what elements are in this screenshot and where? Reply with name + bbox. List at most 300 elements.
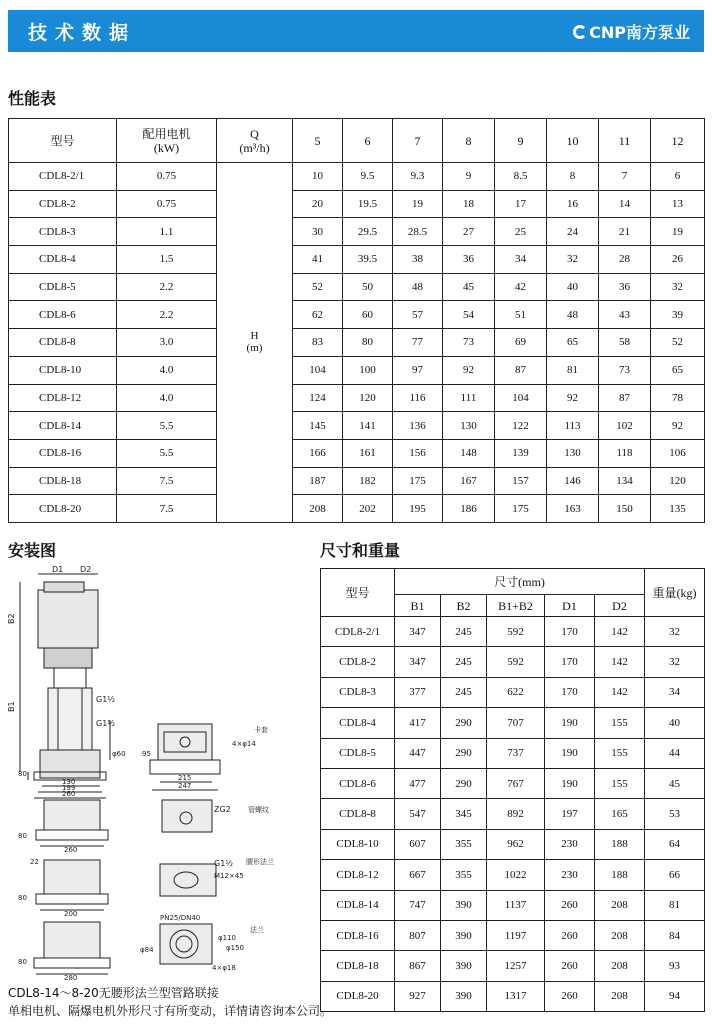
- head-cell: 17: [495, 190, 547, 218]
- label-phi110: φ110: [218, 934, 236, 942]
- dim-cell: 390: [441, 920, 487, 950]
- col-header-weight: 重量(kg): [645, 569, 705, 617]
- power-cell: 3.0: [117, 329, 217, 357]
- sub-col-2: B1+B2: [487, 595, 545, 617]
- head-cell: 97: [393, 356, 443, 384]
- label-card: 卡套: [254, 726, 268, 734]
- head-cell: 124: [293, 384, 343, 412]
- label-80d: 80: [18, 958, 27, 966]
- dim-cell: 477: [395, 768, 441, 798]
- dim-cell: 290: [441, 738, 487, 768]
- model-cell: CDL8-18: [321, 951, 395, 981]
- dim-cell: 1022: [487, 860, 545, 890]
- table-row: [321, 890, 705, 920]
- q-value-2: 7: [393, 119, 443, 163]
- dim-cell: 260: [545, 920, 595, 950]
- head-cell: 81: [547, 356, 599, 384]
- head-cell: 186: [443, 495, 495, 523]
- head-cell: 52: [651, 329, 705, 357]
- model-cell: CDL8-18: [9, 467, 117, 495]
- weight-cell: 53: [645, 799, 705, 829]
- dim-cell: 165: [595, 799, 645, 829]
- label-4x14: 4×φ14: [232, 740, 256, 748]
- head-cell: 14: [599, 190, 651, 218]
- q-value-5: 10: [547, 119, 599, 163]
- weight-cell: 45: [645, 768, 705, 798]
- head-cell: 187: [293, 467, 343, 495]
- head-cell: 21: [599, 218, 651, 246]
- head-cell: 36: [599, 273, 651, 301]
- label-m12: M12×45: [214, 872, 244, 880]
- dim-cell: 230: [545, 860, 595, 890]
- table-row: [321, 860, 705, 890]
- power-cell: 5.5: [117, 412, 217, 440]
- dim-cell: 622: [487, 677, 545, 707]
- power-cell: 7.5: [117, 467, 217, 495]
- power-cell: 5.5: [117, 439, 217, 467]
- head-cell: 38: [393, 246, 443, 274]
- dim-cell: 260: [545, 890, 595, 920]
- q-value-1: 6: [343, 119, 393, 163]
- model-cell: CDL8-2/1: [9, 163, 117, 191]
- model-cell: CDL8-16: [9, 439, 117, 467]
- model-cell: CDL8-5: [9, 273, 117, 301]
- table-row: [9, 273, 705, 301]
- label-phi60: φ60: [112, 750, 126, 758]
- head-cell: 16: [547, 190, 599, 218]
- model-cell: CDL8-14: [9, 412, 117, 440]
- head-cell: 163: [547, 495, 599, 523]
- dim-cell: 208: [595, 920, 645, 950]
- table-row: [9, 439, 705, 467]
- head-cell: 29.5: [343, 218, 393, 246]
- performance-table: [8, 118, 705, 523]
- dim-cell: 190: [545, 738, 595, 768]
- dim-cell: 927: [395, 981, 441, 1011]
- table-row: [321, 647, 705, 677]
- dim-cell: 592: [487, 647, 545, 677]
- header-title: 技术数据: [28, 22, 137, 44]
- head-cell: 161: [343, 439, 393, 467]
- table-row: [9, 218, 705, 246]
- dim-cell: 1317: [487, 981, 545, 1011]
- head-cell: 32: [547, 246, 599, 274]
- dim-cell: 345: [441, 799, 487, 829]
- model-cell: CDL8-2: [9, 190, 117, 218]
- table-row: [321, 951, 705, 981]
- q-value-7: 12: [651, 119, 705, 163]
- q-value-0: 5: [293, 119, 343, 163]
- model-cell: CDL8-3: [321, 677, 395, 707]
- col-header-model: 型号: [9, 119, 117, 163]
- head-cell: 135: [651, 495, 705, 523]
- dim-cell: 208: [595, 951, 645, 981]
- head-cell: 10: [293, 163, 343, 191]
- head-cell: 57: [393, 301, 443, 329]
- table-row: [9, 190, 705, 218]
- head-cell: 13: [651, 190, 705, 218]
- head-cell: 102: [599, 412, 651, 440]
- weight-cell: 32: [645, 647, 705, 677]
- head-cell: 40: [547, 273, 599, 301]
- weight-cell: 44: [645, 738, 705, 768]
- dim-cell: 190: [545, 768, 595, 798]
- head-cell: 208: [293, 495, 343, 523]
- sub-col-0: B1: [395, 595, 441, 617]
- weight-cell: 64: [645, 829, 705, 859]
- model-cell: CDL8-6: [321, 768, 395, 798]
- power-cell: 1.1: [117, 218, 217, 246]
- head-cell: 43: [599, 301, 651, 329]
- head-cell: 27: [443, 218, 495, 246]
- head-cell: 136: [393, 412, 443, 440]
- dim-cell: 607: [395, 829, 441, 859]
- dim-cell: 290: [441, 708, 487, 738]
- pump-side-view: [20, 574, 110, 798]
- head-cell: 26: [651, 246, 705, 274]
- head-cell: 19: [651, 218, 705, 246]
- label-pn: PN25/DN40: [160, 914, 201, 922]
- head-cell: 120: [651, 467, 705, 495]
- table-row: [321, 617, 705, 647]
- head-cell: 78: [651, 384, 705, 412]
- model-cell: CDL8-20: [321, 981, 395, 1011]
- q-value-6: 11: [599, 119, 651, 163]
- col-header-q: Q (m³/h): [217, 119, 293, 163]
- head-cell: 130: [443, 412, 495, 440]
- model-cell: CDL8-8: [9, 329, 117, 357]
- head-cell: 118: [599, 439, 651, 467]
- dim-cell: 1137: [487, 890, 545, 920]
- model-cell: CDL8-14: [321, 890, 395, 920]
- weight-cell: 32: [645, 617, 705, 647]
- weight-cell: 84: [645, 920, 705, 950]
- head-cell: 106: [651, 439, 705, 467]
- head-cell: 157: [495, 467, 547, 495]
- label-g2: G1½: [96, 719, 116, 728]
- head-cell: 139: [495, 439, 547, 467]
- dim-cell: 245: [441, 677, 487, 707]
- dim-cell: 347: [395, 617, 441, 647]
- label-280: 280: [64, 974, 78, 982]
- head-cell: 18: [443, 190, 495, 218]
- table-row: [321, 677, 705, 707]
- head-cell: 20: [293, 190, 343, 218]
- head-cell: 8: [547, 163, 599, 191]
- table-row: [9, 467, 705, 495]
- dim-cell: 355: [441, 860, 487, 890]
- head-cell: 9.3: [393, 163, 443, 191]
- head-cell: 182: [343, 467, 393, 495]
- head-cell: 175: [495, 495, 547, 523]
- table-row: [9, 246, 705, 274]
- installation-drawing: [0, 560, 310, 982]
- table-row: [9, 329, 705, 357]
- head-cell: 30: [293, 218, 343, 246]
- model-cell: CDL8-10: [9, 356, 117, 384]
- model-cell: CDL8-16: [321, 920, 395, 950]
- head-cell: 156: [393, 439, 443, 467]
- label-b2: B2: [7, 613, 16, 624]
- head-cell: 32: [651, 273, 705, 301]
- label-oval: 腰形法兰: [246, 858, 274, 866]
- head-cell: 134: [599, 467, 651, 495]
- head-cell: 9.5: [343, 163, 393, 191]
- label-b1: B1: [7, 701, 16, 712]
- head-cell: 41: [293, 246, 343, 274]
- head-cell: 9: [443, 163, 495, 191]
- head-cell: 69: [495, 329, 547, 357]
- power-cell: 2.2: [117, 273, 217, 301]
- power-cell: 4.0: [117, 356, 217, 384]
- dim-cell: 707: [487, 708, 545, 738]
- table-row: [9, 495, 705, 523]
- dim-cell: 190: [545, 708, 595, 738]
- note-1: CDL8-14～8-20无腰形法兰型管路联接: [8, 986, 219, 1000]
- dim-cell: 390: [441, 890, 487, 920]
- head-cell: 65: [651, 356, 705, 384]
- dim-cell: 807: [395, 920, 441, 950]
- dim-cell: 390: [441, 981, 487, 1011]
- head-cell: 113: [547, 412, 599, 440]
- power-cell: 2.2: [117, 301, 217, 329]
- head-cell: 60: [343, 301, 393, 329]
- table-row: [321, 981, 705, 1011]
- head-cell: 141: [343, 412, 393, 440]
- dim-cell: 208: [595, 890, 645, 920]
- brand-name: CNP南方泵业: [589, 23, 690, 42]
- dim-cell: 377: [395, 677, 441, 707]
- dim-cell: 245: [441, 647, 487, 677]
- label-g1: G1½: [96, 695, 116, 704]
- table-row: [321, 768, 705, 798]
- model-cell: CDL8-4: [321, 708, 395, 738]
- dim-cell: 1257: [487, 951, 545, 981]
- cnp-logo-icon: [573, 25, 587, 39]
- head-cell: 28: [599, 246, 651, 274]
- table-row: [321, 920, 705, 950]
- head-cell: 175: [393, 467, 443, 495]
- col-header-model: 型号: [321, 569, 395, 617]
- head-cell: 58: [599, 329, 651, 357]
- sub-col-1: B2: [441, 595, 487, 617]
- head-cell: 87: [495, 356, 547, 384]
- model-cell: CDL8-2: [321, 647, 395, 677]
- head-cell: 195: [393, 495, 443, 523]
- table-row: [321, 708, 705, 738]
- dim-cell: 867: [395, 951, 441, 981]
- dim-cell: 390: [441, 951, 487, 981]
- head-cell: 87: [599, 384, 651, 412]
- label-pipe: 管螺纹: [248, 806, 269, 814]
- dim-cell: 347: [395, 647, 441, 677]
- table-row: [9, 301, 705, 329]
- dim-cell: 962: [487, 829, 545, 859]
- label-d2: D2: [80, 565, 92, 574]
- col-header-power: 配用电机 (kW): [117, 119, 217, 163]
- dim-cell: 747: [395, 890, 441, 920]
- head-cell: 145: [293, 412, 343, 440]
- label-phi150: φ150: [226, 944, 244, 952]
- head-cell: 73: [599, 356, 651, 384]
- head-cell: 150: [599, 495, 651, 523]
- head-cell: 51: [495, 301, 547, 329]
- model-cell: CDL8-20: [9, 495, 117, 523]
- head-cell: 148: [443, 439, 495, 467]
- dim-cell: 245: [441, 617, 487, 647]
- head-cell: 100: [343, 356, 393, 384]
- dim-cell: 142: [595, 647, 645, 677]
- label-d1: D1: [52, 565, 64, 574]
- power-cell: 4.0: [117, 384, 217, 412]
- head-cell: 42: [495, 273, 547, 301]
- model-cell: CDL8-3: [9, 218, 117, 246]
- label-95: 95: [142, 750, 151, 758]
- head-cell: 48: [393, 273, 443, 301]
- head-cell: 83: [293, 329, 343, 357]
- model-cell: CDL8-12: [9, 384, 117, 412]
- weight-cell: 66: [645, 860, 705, 890]
- model-cell: CDL8-5: [321, 738, 395, 768]
- head-cell: 104: [293, 356, 343, 384]
- table-row: [9, 412, 705, 440]
- label-80c: 80: [18, 894, 27, 902]
- dim-cell: 767: [487, 768, 545, 798]
- head-cell: 19: [393, 190, 443, 218]
- thread-views: [36, 800, 212, 846]
- head-cell: 62: [293, 301, 343, 329]
- flange-views: [34, 922, 212, 974]
- head-cell: 39: [651, 301, 705, 329]
- head-cell: 116: [393, 384, 443, 412]
- head-cell: 92: [651, 412, 705, 440]
- label-g3: G1½: [214, 859, 234, 868]
- table-row: [321, 738, 705, 768]
- head-cell: 92: [547, 384, 599, 412]
- head-cell: 28.5: [393, 218, 443, 246]
- head-cell: 202: [343, 495, 393, 523]
- model-cell: CDL8-12: [321, 860, 395, 890]
- head-cell: 146: [547, 467, 599, 495]
- weight-cell: 94: [645, 981, 705, 1011]
- h-label-cell: H (m): [217, 163, 293, 523]
- head-cell: 25: [495, 218, 547, 246]
- dim-cell: 1197: [487, 920, 545, 950]
- weight-cell: 40: [645, 708, 705, 738]
- dim-cell: 260: [545, 981, 595, 1011]
- dim-cell: 260: [545, 951, 595, 981]
- head-cell: 167: [443, 467, 495, 495]
- dim-cell: 155: [595, 738, 645, 768]
- model-cell: CDL8-10: [321, 829, 395, 859]
- dim-cell: 417: [395, 708, 441, 738]
- head-cell: 92: [443, 356, 495, 384]
- table-row: [9, 356, 705, 384]
- label-80a: 80: [18, 770, 27, 778]
- label-flange: 法兰: [250, 926, 264, 934]
- dim-cell: 592: [487, 617, 545, 647]
- weight-cell: 93: [645, 951, 705, 981]
- sub-col-3: D1: [545, 595, 595, 617]
- head-cell: 8.5: [495, 163, 547, 191]
- head-cell: 48: [547, 301, 599, 329]
- head-cell: 122: [495, 412, 547, 440]
- dim-cell: 197: [545, 799, 595, 829]
- head-cell: 36: [443, 246, 495, 274]
- label-199: 199: [62, 784, 76, 792]
- installation-title: 安装图: [8, 541, 57, 560]
- power-cell: 7.5: [117, 495, 217, 523]
- head-cell: 120: [343, 384, 393, 412]
- head-cell: 73: [443, 329, 495, 357]
- label-260b: 260: [64, 846, 78, 854]
- sub-col-4: D2: [595, 595, 645, 617]
- dim-cell: 447: [395, 738, 441, 768]
- label-phi84: φ84: [140, 946, 154, 954]
- label-4x18: 4×φ18: [212, 964, 236, 972]
- model-cell: CDL8-4: [9, 246, 117, 274]
- power-cell: 0.75: [117, 163, 217, 191]
- dimensions-table: [320, 568, 705, 1012]
- head-cell: 7: [599, 163, 651, 191]
- dim-cell: 208: [595, 981, 645, 1011]
- brand: [573, 20, 690, 43]
- head-cell: 54: [443, 301, 495, 329]
- dim-cell: 892: [487, 799, 545, 829]
- col-header-size: 尺寸(mm): [395, 569, 645, 595]
- label-247: 247: [178, 782, 192, 790]
- dimensions-title: 尺寸和重量: [320, 541, 401, 560]
- head-cell: 65: [547, 329, 599, 357]
- head-cell: 45: [443, 273, 495, 301]
- dim-cell: 290: [441, 768, 487, 798]
- head-cell: 34: [495, 246, 547, 274]
- dim-cell: 142: [595, 617, 645, 647]
- head-cell: 6: [651, 163, 705, 191]
- label-215: 215: [178, 774, 192, 782]
- dim-cell: 737: [487, 738, 545, 768]
- label-260a: 260: [62, 790, 76, 798]
- head-cell: 50: [343, 273, 393, 301]
- head-cell: 130: [547, 439, 599, 467]
- head-cell: 80: [343, 329, 393, 357]
- head-cell: 166: [293, 439, 343, 467]
- dim-cell: 142: [595, 677, 645, 707]
- head-cell: 24: [547, 218, 599, 246]
- head-cell: 104: [495, 384, 547, 412]
- model-cell: CDL8-6: [9, 301, 117, 329]
- weight-cell: 34: [645, 677, 705, 707]
- head-cell: 111: [443, 384, 495, 412]
- dim-cell: 170: [545, 617, 595, 647]
- label-80b: 80: [18, 832, 27, 840]
- table-row: [321, 829, 705, 859]
- performance-title: 性能表: [8, 89, 57, 108]
- dim-cell: 230: [545, 829, 595, 859]
- dim-cell: 170: [545, 677, 595, 707]
- dim-cell: 667: [395, 860, 441, 890]
- table-row: [321, 799, 705, 829]
- head-cell: 39.5: [343, 246, 393, 274]
- label-22: 22: [30, 858, 39, 866]
- head-cell: 52: [293, 273, 343, 301]
- dim-cell: 547: [395, 799, 441, 829]
- head-cell: 19.5: [343, 190, 393, 218]
- dim-cell: 155: [595, 708, 645, 738]
- model-cell: CDL8-8: [321, 799, 395, 829]
- dim-cell: 355: [441, 829, 487, 859]
- q-value-4: 9: [495, 119, 547, 163]
